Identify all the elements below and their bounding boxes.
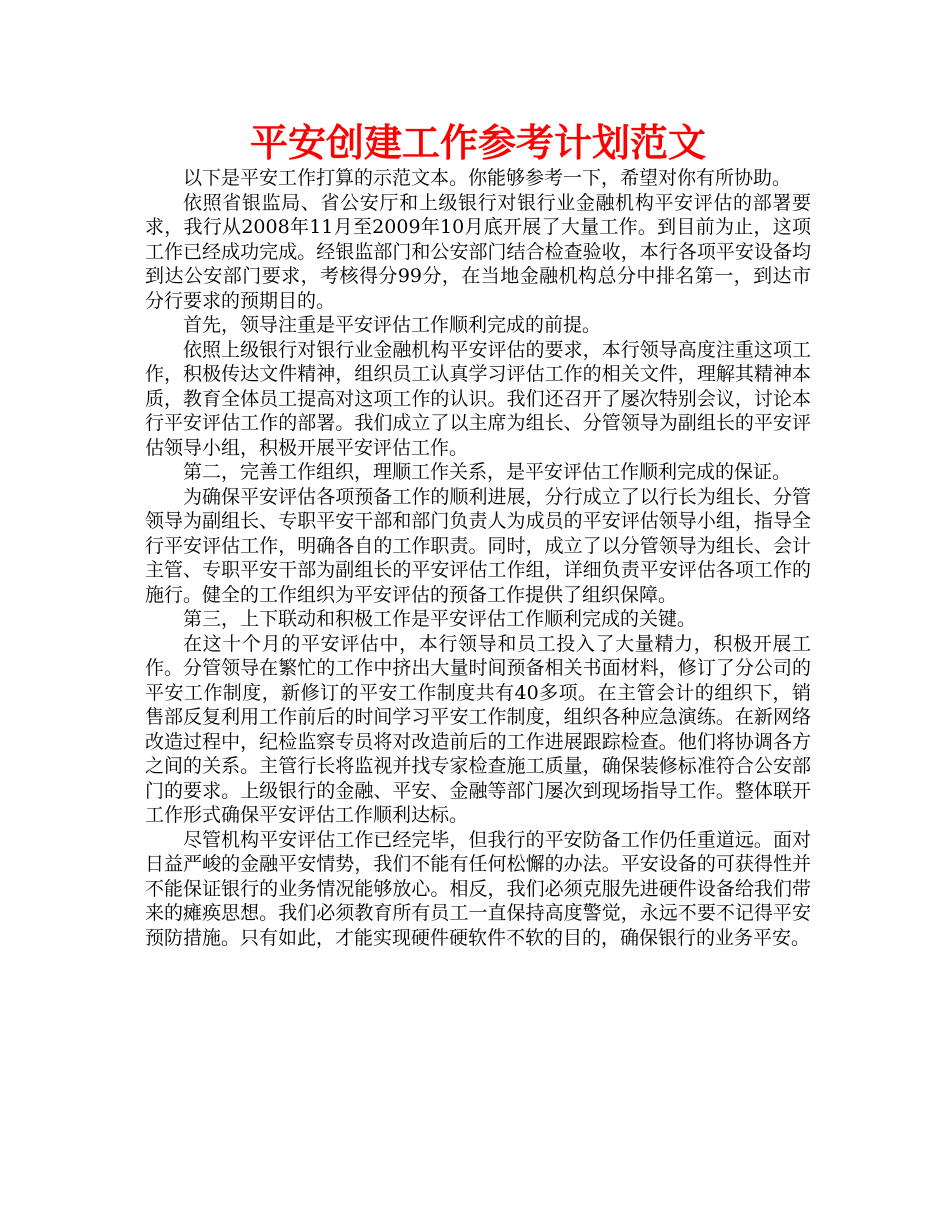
document-page: [145, 118, 811, 950]
paragraph-point-one-body: 依照上级银行对银行业金融机构平安评估的要求，本行领导高度注重这项工作，积极传达文件精神，组织员工认真学习评估工作的相关文件，理解其精神本质，教育全体员工提高对这项工作的认识。我们还召开了屡次特别会议，讨论本行平安评估工作的部署。我们成立了以主席为组长、分管领导为副组长的平安评估领导小组，积极开展平安评估工作。: [145, 338, 811, 459]
paragraph-point-two-heading: 第二，完善工作组织，理顺工作关系，是平安评估工作顺利完成的保证。: [183, 461, 792, 483]
paragraph-background: 依照省银监局、省公安厅和上级银行对银行业金融机构平安评估的部署要求，我行从2008年11月至2009年10月底开展了大量工作。到目前为止，这项工作已经成功完成。经银监部门和公安部门结合检查验收，本行各项平安设备均到达公安部门要求，考核得分99分，在当地金融机构总分中排名第一，到达市分行要求的预期目的。: [145, 191, 811, 312]
paragraph-point-three-heading: 第三，上下联动和积极工作是平安评估工作顺利完成的关键。: [183, 608, 697, 630]
paragraph-point-three-body: 在这十个月的平安评估中，本行领导和员工投入了大量精力，积极开展工作。分管领导在繁忙的工作中挤出大量时间预备相关书面材料，修订了分公司的平安工作制度，新修订的平安工作制度共有40多项。在主管会计的组织下，销售部反复利用工作前后的时间学习平安工作制度，组织各种应急演练。在新网络改造过程中，纪检监察专员将对改造前后的工作进展跟踪检查。他们将协调各方之间的关系。主管行长将监视并找专家检查施工质量，确保装修标准符合公安部门的要求。上级银行的金融、平安、金融等部门屡次到现场指导工作。整体联开工作形式确保平安评估工作顺利达标。: [145, 632, 811, 826]
document-title: 平安创建工作参考计划范文: [249, 120, 706, 165]
paragraph-conclusion: 尽管机构平安评估工作已经完毕，但我行的平安防备工作仍任重道远。面对日益严峻的金融平安情势，我们不能有任何松懈的办法。平安设备的可获得性并不能保证银行的业务情况能够放心。相反，我们必须克服先进硬件设备给我们带来的瘫痪思想。我们必须教育所有员工一直保持高度警觉，永远不要不记得平安预防措施。只有如此，才能实现硬件硬软件不软的目的，确保银行的业务平安。: [145, 828, 811, 949]
paragraph-intro: 以下是平安工作打算的示范文本。你能够参考一下，希望对你有所协助。: [183, 167, 792, 189]
paragraph-point-one-heading: 首先，领导注重是平安评估工作顺利完成的前提。: [183, 314, 602, 336]
paragraph-point-two-body: 为确保平安评估各项预备工作的顺利进展，分行成立了以行长为组长、分管领导为副组长、专职平安干部和部门负责人为成员的平安评估领导小组，指导全行平安评估工作，明确各自的工作职责。同时，成立了以分管领导为组长、会计主管、专职平安干部为副组长的平安评估工作组，详细负责平安评估各项工作的施行。健全的工作组织为平安评估的预备工作提供了组织保障。: [145, 485, 811, 606]
